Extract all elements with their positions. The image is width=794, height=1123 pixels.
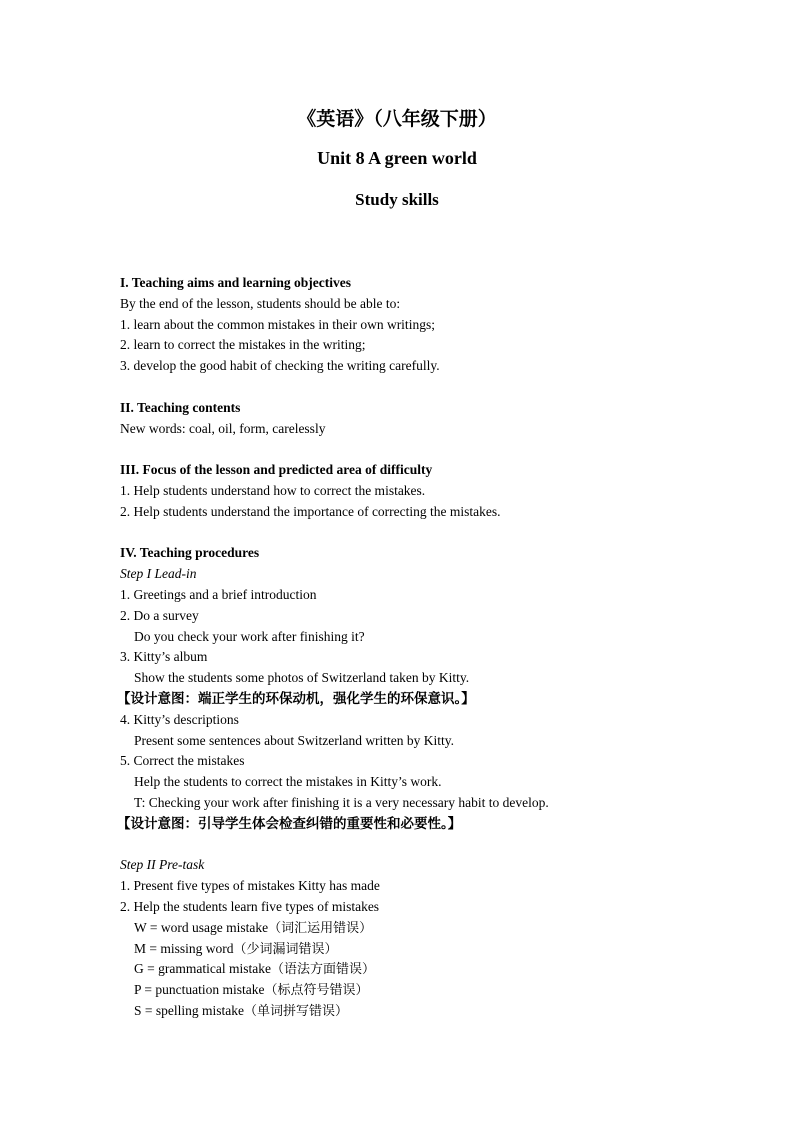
mistake-type-cn: （标点符号错误） <box>264 983 369 999</box>
document-title-cn: 《英语》（八年级下册） <box>297 108 497 130</box>
procedure-line: T: Checking your work after finishing it is a very necessary habit to develop. <box>134 794 549 810</box>
new-words: New words: coal, oil, form, carelessly <box>120 420 326 436</box>
mistake-type-cn: （词汇运用错误） <box>268 920 373 936</box>
procedure-line: Do you check your work after finishing it? <box>134 628 365 644</box>
design-intent-note: 【设计意图：端正学生的环保动机，强化学生的环保意识。】 <box>117 690 475 707</box>
procedure-line: 1. Greetings and a brief introduction <box>120 586 317 602</box>
spacer <box>120 377 740 398</box>
mistake-type-item <box>120 918 740 939</box>
procedure-line: Help the students to correct the mistakes in Kitty’s work. <box>134 774 442 790</box>
spacer <box>120 439 740 460</box>
procedure-line: Present some sentences about Switzerland written by Kitty. <box>134 732 455 748</box>
lesson-plan-body <box>117 273 740 1022</box>
procedure-line: 5. Correct the mistakes <box>120 753 245 769</box>
design-intent-note: 【设计意图：引导学生体会检查纠错的重要性和必要性。】 <box>117 815 462 832</box>
procedure-line: 2. Do a survey <box>120 607 199 623</box>
mistake-type-en: S = spelling mistake <box>134 1002 244 1018</box>
spacer <box>120 835 740 856</box>
mistake-type-en: M = missing word <box>134 940 234 956</box>
step-title: Step I Lead-in <box>120 566 197 582</box>
mistake-type-en: W = word usage mistake <box>134 919 269 935</box>
mistake-type-item <box>120 959 740 980</box>
mistake-type-cn: （少词漏词错误） <box>233 941 338 957</box>
aim-item: 3. develop the good habit of checking the writing carefully. <box>120 358 440 374</box>
procedure-line: 1. Present five types of mistakes Kitty has made <box>120 878 380 894</box>
section-heading-procedures: IV. Teaching procedures <box>120 545 260 561</box>
unit-title: Unit 8 A green world <box>317 148 477 168</box>
procedure-line: Show the students some photos of Switzerland taken by Kitty. <box>134 670 470 686</box>
focus-item: 2. Help students understand the importance of correcting the mistakes. <box>120 503 501 519</box>
procedure-line: 4. Kitty’s descriptions <box>120 711 239 727</box>
mistake-type-en: G = grammatical mistake <box>134 961 271 977</box>
mistake-type-en: P = punctuation mistake <box>134 982 265 998</box>
procedure-line: 3. Kitty’s album <box>120 649 208 665</box>
section-heading-contents: II. Teaching contents <box>120 399 241 415</box>
spacer <box>120 523 740 544</box>
aim-item: 1. learn about the common mistakes in their own writings; <box>120 316 435 332</box>
mistake-type-item <box>120 980 740 1001</box>
step-title: Step II Pre-task <box>120 857 205 873</box>
focus-item: 1. Help students understand how to correct the mistakes. <box>120 482 426 498</box>
mistake-type-cn: （单词拼写错误） <box>243 1003 348 1019</box>
procedure-line: 2. Help the students learn five types of mistakes <box>120 898 380 914</box>
lesson-title: Study skills <box>355 190 439 209</box>
aims-intro: By the end of the lesson, students should be able to: <box>120 295 401 311</box>
section-heading-aims: I. Teaching aims and learning objectives <box>120 275 352 290</box>
mistake-type-cn: （语法方面错误） <box>270 962 375 978</box>
section-heading-focus: III. Focus of the lesson and predicted area of difficulty <box>120 462 433 478</box>
mistake-type-item <box>120 939 740 960</box>
mistake-type-item <box>120 1001 740 1022</box>
aim-item: 2. learn to correct the mistakes in the writing; <box>120 337 366 353</box>
